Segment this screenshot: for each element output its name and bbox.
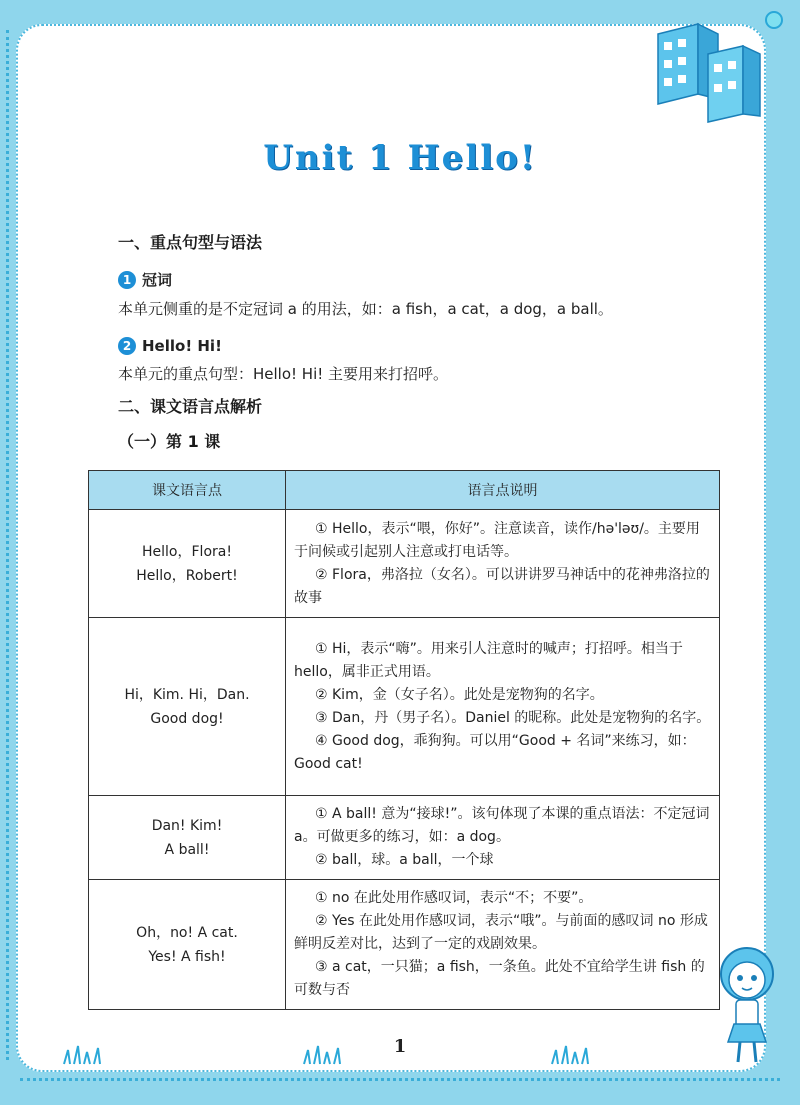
row-notes	[286, 796, 720, 880]
phrase-line: Dan! Kim!	[151, 817, 223, 834]
row-phrases	[89, 618, 286, 796]
section-heading-grammar: 一、重点句型与语法	[118, 233, 263, 252]
row-notes	[286, 510, 720, 618]
number-badge-2: 2	[118, 337, 136, 355]
note-line: ① Hi，表示“嗨”。用来引人注意时的喊声；打招呼。相当于 hello，属非正式用语。	[294, 640, 683, 680]
page-number: 1	[393, 1036, 407, 1057]
row-phrases	[89, 510, 286, 618]
note-line: ① A ball! 意为“接球!”。该句体现了本课的重点语法：不定冠词 a。可做更多的练习，如：a dog。	[294, 806, 710, 845]
note-line: ① Hello，表示“喂，你好”。注意读音，读作/hə'ləʊ/。主要用于问候或引起别人注意或打电话等。	[294, 520, 700, 560]
phrase-line: Oh，no! A cat.	[136, 924, 238, 941]
intro-section	[118, 230, 728, 452]
row-notes	[286, 618, 720, 796]
note-line: ③ Dan，丹（男子名）。Daniel 的昵称。此处是宠物狗的名字。	[315, 709, 711, 726]
articles-paragraph: 本单元侧重的是不定冠词 a 的用法，如：a fish，a cat，a dog，a ball。	[118, 300, 613, 318]
phrase-line: Hello，Flora!	[142, 543, 232, 560]
table-row	[89, 510, 720, 618]
table-row	[89, 880, 720, 1010]
table-row	[89, 618, 720, 796]
header-explanation: 语言点说明	[286, 471, 720, 510]
phrase-line: Yes! A fish!	[148, 948, 226, 965]
dotted-border-bottom	[20, 1078, 780, 1085]
table-header-row	[89, 471, 720, 510]
row-phrases	[89, 796, 286, 880]
subheading-articles	[118, 269, 728, 290]
subheading-label: Hello! Hi!	[142, 337, 222, 355]
phrase-line: Good dog!	[150, 710, 224, 727]
table-row	[89, 796, 720, 880]
phrase-line: Hello，Robert!	[136, 567, 238, 584]
dotted-border-left	[6, 30, 15, 1060]
number-badge-1: 1	[118, 271, 136, 289]
phrase-line: A ball!	[164, 841, 210, 858]
phrase-line: Hi，Kim. Hi，Dan.	[124, 686, 250, 703]
note-line: ② Flora，弗洛拉（女名）。可以讲讲罗马神话中的花神弗洛拉的故事	[294, 566, 710, 606]
lesson-table	[88, 470, 720, 1010]
subheading-hello-hi	[118, 337, 728, 355]
lesson-subheading: （一）第 1 课	[118, 432, 221, 451]
row-notes	[286, 880, 720, 1010]
note-line: ① no 在此处用作感叹词，表示“不；不要”。	[315, 890, 593, 906]
buildings-illustration	[638, 4, 788, 124]
note-line: ④ Good dog，乖狗狗。可以用“Good + 名词”来练习，如：Good cat!	[294, 732, 696, 772]
hello-paragraph: 本单元的重点句型：Hello! Hi! 主要用来打招呼。	[118, 365, 449, 383]
unit-title: Unit 1 Hello!	[263, 138, 537, 178]
note-line: ③ a cat，一只猫；a fish，一条鱼。此处不宜给学生讲 fish 的可数与否	[294, 959, 705, 998]
row-phrases	[89, 880, 286, 1010]
note-line: ② ball，球。a ball，一个球	[315, 852, 494, 868]
note-line: ② Yes 在此处用作感叹词，表示“哦”。与前面的感叹词 no 形成鲜明反差对比，达到了一定的戏剧效果。	[294, 913, 708, 952]
note-line: ② Kim，金（女子名）。此处是宠物狗的名字。	[315, 686, 604, 703]
subheading-label: 冠词	[142, 271, 173, 289]
section-heading-analysis: 二、课文语言点解析	[118, 397, 263, 416]
header-language-points: 课文语言点	[89, 471, 286, 510]
